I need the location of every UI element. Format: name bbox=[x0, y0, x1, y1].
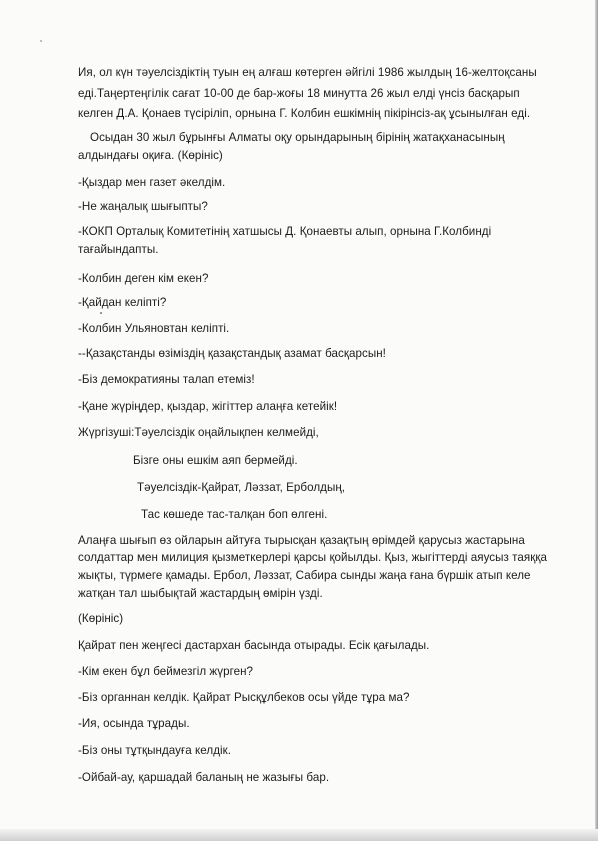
paragraph-1-line-2: еді.Таңертеңгілік сағат 10-00 де бар-жоғы 18 минутта 26 жыл елді үнсіз басқарып bbox=[78, 87, 520, 100]
scan-speck bbox=[40, 40, 42, 42]
paragraph-3-line-2: солдаттар мен милиция қызметкерлері қарсы қойылды. Қыз, жыгіттерді аяусыз таяққа bbox=[78, 551, 547, 564]
paragraph-2-line-2: алдындағы оқиға. (Көрініс) bbox=[78, 149, 223, 162]
paragraph-1-line-3: келген Д.А. Қонаев түсіріліп, орнына Г. Колбин ешкімнің пікірінсіз-ақ ұсынылған еді. bbox=[78, 107, 531, 120]
dialogue-line: -Біз демократияны талап етеміз! bbox=[78, 373, 255, 386]
dialogue-line: -КОКП Орталық Комитетінің хатшысы Д. Қонаевты алып, орнына Г.Колбинді bbox=[78, 225, 492, 238]
paragraph-3-line-1: Алаңға шығып өз ойларын айтуға тырысқан қазақтың өрімдей қарусыз жастарына bbox=[78, 534, 525, 547]
dialogue-line: тағайындапты. bbox=[78, 243, 159, 256]
scene-description: Қайрат пен жеңгесі дастархан басында отырады. Есік қағылады. bbox=[78, 639, 430, 652]
dialogue-line: -Ия, осында тұрады. bbox=[78, 717, 190, 730]
paragraph-3-line-4: жатқан тал шыбықтай жастардың өмірін үзді. bbox=[78, 587, 323, 600]
paragraph-1-line-1: Ия, ол күн тәуелсіздіктің туын ең алғаш көтерген әйгілі 1986 жылдың 16-желтоқсаны bbox=[78, 66, 537, 79]
scan-edge-bottom bbox=[0, 829, 598, 841]
dialogue-line: -Колбин Ульяновтан келіпті. bbox=[78, 322, 230, 335]
scan-speck bbox=[100, 312, 102, 314]
dialogue-line: -Не жаңалық шығыпты? bbox=[78, 200, 208, 213]
poem-line: Тас көшеде тас-талқан боп өлгені. bbox=[141, 508, 328, 521]
dialogue-line: -Біз оны тұтқындауға келдік. bbox=[78, 744, 232, 757]
dialogue-line: -Колбин деген кім екен? bbox=[78, 272, 209, 285]
dialogue-line: -Кім екен бұл беймезгіл жүрген? bbox=[78, 665, 254, 678]
dialogue-line: --Қазақстанды өзіміздің қазақстандық азамат басқарсын! bbox=[78, 347, 386, 360]
dialogue-line: -Қыздар мен газет әкелдім. bbox=[78, 176, 226, 189]
poem-line: Бізге оны ешкім аяп бермейді. bbox=[133, 454, 298, 467]
presenter-line: Жүргізуші:Тәуелсіздік оңайлықпен келмейді, bbox=[78, 426, 319, 439]
paragraph-2-line-1: Осыдан 30 жыл бұрынғы Алматы оқу орындарының бірінің жатақханасының bbox=[90, 131, 505, 144]
scene-marker: (Көрініс) bbox=[78, 612, 124, 625]
paragraph-3-line-3: жықты, түрмеге қамады. Ербол, Ләззат, Сабира сынды жаңа ғана бүршік атып келе bbox=[78, 569, 531, 582]
poem-line: Тәуелсіздік-Қайрат, Ләззат, Ерболдың, bbox=[137, 481, 346, 494]
dialogue-line: -Біз органнан келдік. Қайрат Рысқұлбеков осы үйде тұра ма? bbox=[78, 691, 410, 704]
dialogue-line: -Қане жүріңдер, қыздар, жігіттер алаңға кетейік! bbox=[78, 400, 338, 413]
dialogue-line: -Ойбай-ау, қаршадай баланың не жазығы бар. bbox=[78, 771, 330, 784]
dialogue-line: -Қайдан келіпті? bbox=[78, 296, 167, 309]
